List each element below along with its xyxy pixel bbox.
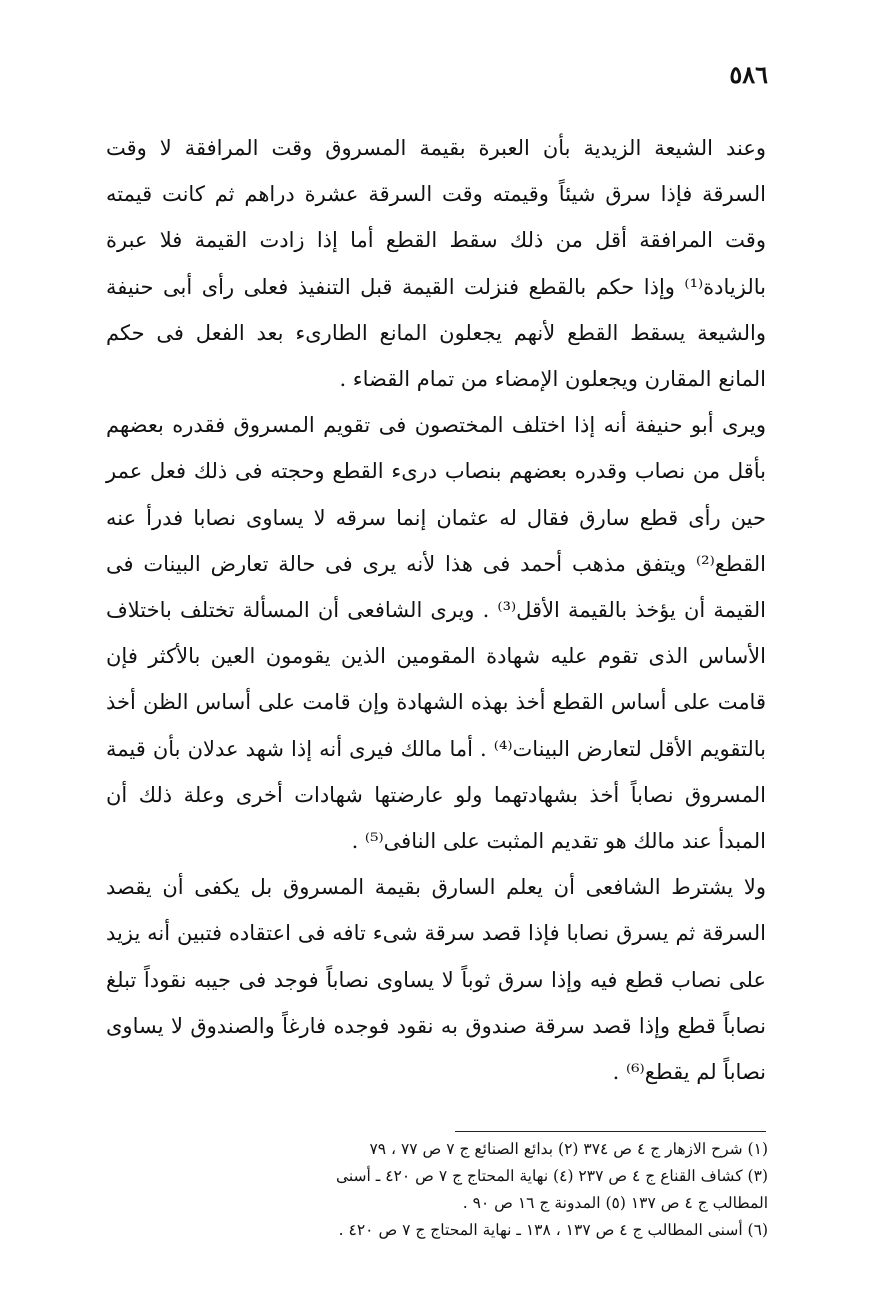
paragraph: وعند الشيعة الزيدية بأن العبرة بقيمة المسروق وقت المرافقة لا وقت السرقة فإذا سرق شيئاً وقيمته وقت السرقة عشرة دراهم ثم كانت قيمته وقت المرافقة أقل من ذلك سقط القطع أما إذا زادت القيمة فلا عبرة بالزيادة⁽¹⁾ وإذا حكم بالقطع فنزلت القيمة قبل التنفيذ فعلى رأى أبى حنيفة والشيعة يسقط القطع لأنهم يجعلون المانع الطارىء بعد الفعل فى حكم المانع المقارن ويجعلون الإمضاء من تمام القضاء . (106, 136, 766, 392)
page-number: ٥٨٦ (729, 60, 768, 89)
paragraph: ولا يشترط الشافعى أن يعلم السارق بقيمة المسروق بل يكفى أن يقصد السرقة ثم يسرق نصابا فإذا قصد سرقة شىء تافه فى اعتقاده فتبين أنه يزيد على نصاب قطع فيه وإذا سرق ثوباً لا يساوى نصاباً فوجد فى جيبه نقوداً تبلغ نصاباً قطع وإذا قصد سرقة صندوق به نقود فوجده فارغاً والصندوق لا يساوى نصاباً لم يقطع⁽⁶⁾ . (106, 875, 766, 1085)
footnote-line: (١) شرح الازهار ج ٤ ص ٣٧٤ (٢) بدائع الصنائع ج ٧ ص ٧٧ ، ٧٩ (369, 1140, 768, 1158)
footnote-line: (٦) أسنى المطالب ج ٤ ص ١٣٧ ، ١٣٨ ـ نهاية المحتاج ج ٧ ص ٤٢٠ . (338, 1221, 768, 1239)
body-text (106, 125, 766, 1095)
footnote-divider (455, 1131, 766, 1132)
paragraph: ويرى أبو حنيفة أنه إذا اختلف المختصون فى تقويم المسروق فقدره بعضهم بأقل من نصاب وقدره بعضهم بنصاب درىء القطع وحجته فى ذلك فعل عمر حين رأى قطع سارق فقال له عثمان إنما سرقه لا يساوى نصابا فدرأ عنه القطع⁽²⁾ ويتفق مذهب أحمد فى هذا لأنه يرى فى حالة تعارض البينات فى القيمة أن يؤخذ بالقيمة الأقل⁽³⁾ . ويرى الشافعى أن المسألة تختلف باختلاف الأساس الذى تقوم عليه شهادة المقومين الذين يقومون العين بالأكثر فإن قامت على أساس القطع أخذ بهذه الشهادة وإن قامت على أساس الظن أخذ بالتقويم الأقل لتعارض البينات⁽⁴⁾ . أما مالك فيرى أنه إذا شهد عدلان بأن قيمة المسروق نصاباً أخذ بشهادتهما ولو عارضتها شهادات أخرى وعلة ذلك أن المبدأ عند مالك هو تقديم المثبت على النافى⁽⁵⁾ . (106, 413, 766, 854)
footnote-line: المطالب ج ٤ ص ١٣٧ (٥) المدونة ج ١٦ ص ٩٠ . (462, 1194, 768, 1212)
footnote-line: (٣) كشاف القناع ج ٤ ص ٢٣٧ (٤) نهاية المحتاج ج ٧ ص ٤٢٠ ـ أسنى (335, 1167, 768, 1185)
footnotes (100, 1136, 768, 1244)
